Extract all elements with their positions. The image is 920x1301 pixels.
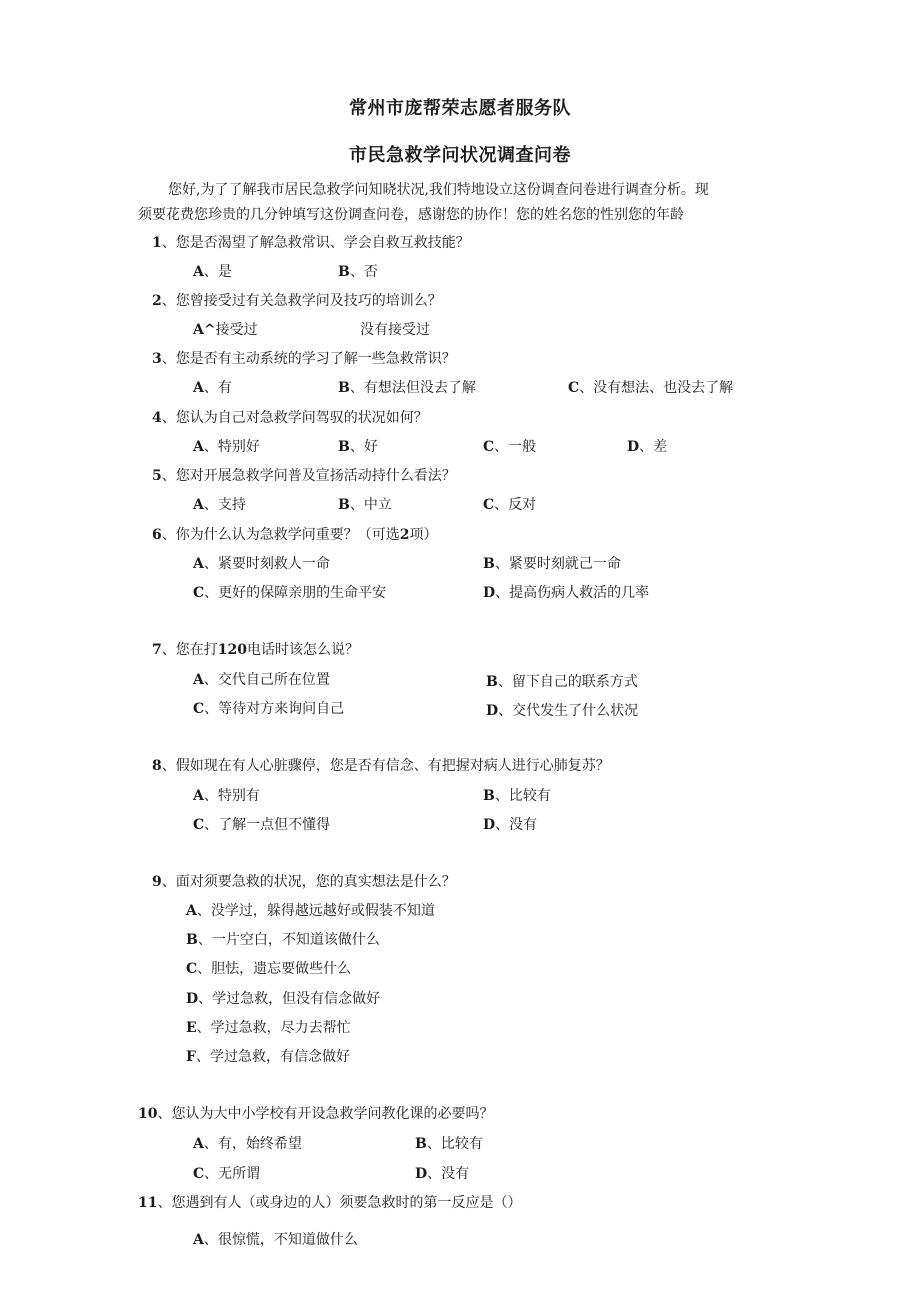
intro-line-1: 您好,为了了解我市居民急救学问知晓状况,我们特地设立这份调查问卷进行调查分析。现 xyxy=(168,182,709,198)
option-6d[interactable]: D、提高伤病人救活的几率 xyxy=(483,585,650,601)
question-6: 6、你为什么认为急救学问重要？（可选2项） xyxy=(152,527,438,543)
option-10c[interactable]: C、无所谓 xyxy=(193,1166,261,1182)
option-1b[interactable]: B、否 xyxy=(338,264,378,280)
option-8d[interactable]: D、没有 xyxy=(483,817,538,833)
survey-title: 市民急救学问状况调查问卷 xyxy=(349,145,571,166)
question-3: 3、您是否有主动系统的学习了解一些急救常识？ xyxy=(152,351,456,367)
option-9a[interactable]: A、没学过，躲得越远越好或假装不知道 xyxy=(186,903,435,919)
option-2b[interactable]: 没有接受过 xyxy=(360,322,430,338)
question-8: 8、假如现在有人心脏骤停，您是否有信念、有把握对病人进行心肺复苏？ xyxy=(152,758,610,774)
option-2a[interactable]: A^接受过 xyxy=(193,322,258,338)
option-9c[interactable]: C、胆怯，遗忘要做些什么 xyxy=(186,961,352,977)
question-11: 11、您遇到有人（或身边的人）须要急救时的第一反应是（） xyxy=(138,1195,522,1211)
option-10d[interactable]: D、没有 xyxy=(415,1166,470,1182)
option-10b[interactable]: B、比较有 xyxy=(415,1136,483,1152)
intro-line-2: 须要花费您珍贵的几分钟填写这份调查问卷，感谢您的协作！您的姓名您的性别您的年龄 xyxy=(138,207,684,223)
option-5b[interactable]: B、中立 xyxy=(338,497,392,513)
question-9: 9、面对须要急救的状况，您的真实想法是什么？ xyxy=(152,874,456,890)
option-10a[interactable]: A、有，始终希望 xyxy=(193,1136,302,1152)
question-10: 10、您认为大中小学校有开设急救学问教化课的必要吗？ xyxy=(138,1106,494,1122)
option-9e[interactable]: E、学过急救，尽力去帮忙 xyxy=(186,1020,351,1036)
question-5: 5、您对开展急救学问普及宣扬活动持什么看法？ xyxy=(152,468,456,484)
question-2: 2、您曾接受过有关急救学问及技巧的培训么？ xyxy=(152,293,442,309)
option-7c[interactable]: C、等待对方来询问自己 xyxy=(193,701,345,717)
option-4c[interactable]: C、一般 xyxy=(483,439,537,455)
option-6b[interactable]: B、紧要时刻就己一命 xyxy=(483,556,621,572)
option-7a[interactable]: A、交代自己所在位置 xyxy=(193,672,330,688)
option-8c[interactable]: C、了解一点但不懂得 xyxy=(193,817,331,833)
option-7b[interactable]: B、留下自己的联系方式 xyxy=(486,674,638,690)
option-7d[interactable]: D、交代发生了什么状况 xyxy=(486,703,639,719)
option-11a[interactable]: A、很惊慌，不知道做什么 xyxy=(193,1232,358,1248)
question-text: 、您是否渴望了解急救常识、学会自救互救技能？ xyxy=(161,235,470,251)
option-8b[interactable]: B、比较有 xyxy=(483,788,551,804)
option-3b[interactable]: B、有想法但没去了解 xyxy=(338,380,476,396)
option-4d[interactable]: D、差 xyxy=(627,439,668,455)
option-8a[interactable]: A、特别有 xyxy=(193,788,260,804)
option-3a[interactable]: A、有 xyxy=(193,380,232,396)
question-7: 7、您在打120电话时该怎么说？ xyxy=(152,642,359,658)
option-5c[interactable]: C、反对 xyxy=(483,497,537,513)
option-1a[interactable]: A、是 xyxy=(193,264,232,280)
option-3c[interactable]: C、没有想法、也没去了解 xyxy=(568,380,734,396)
option-4a[interactable]: A、特别好 xyxy=(193,439,260,455)
option-9f[interactable]: F、学过急救，有信念做好 xyxy=(186,1049,350,1065)
option-9b[interactable]: B、一片空白，不知道该做什么 xyxy=(186,932,380,948)
question-number: 1 xyxy=(152,235,162,251)
question-4: 4、您认为自己对急救学问驾驭的状况如何？ xyxy=(152,410,428,426)
question-1 xyxy=(152,233,470,253)
organization-title: 常州市庞帮荣志愿者服务队 xyxy=(349,98,571,119)
option-9d[interactable]: D、学过急救，但没有信念做好 xyxy=(186,991,381,1007)
option-4b[interactable]: B、好 xyxy=(338,439,378,455)
option-6a[interactable]: A、紧要时刻救人一命 xyxy=(193,556,330,572)
option-6c[interactable]: C、更好的保障亲朋的生命平安 xyxy=(193,585,387,601)
option-5a[interactable]: A、支持 xyxy=(193,497,246,513)
